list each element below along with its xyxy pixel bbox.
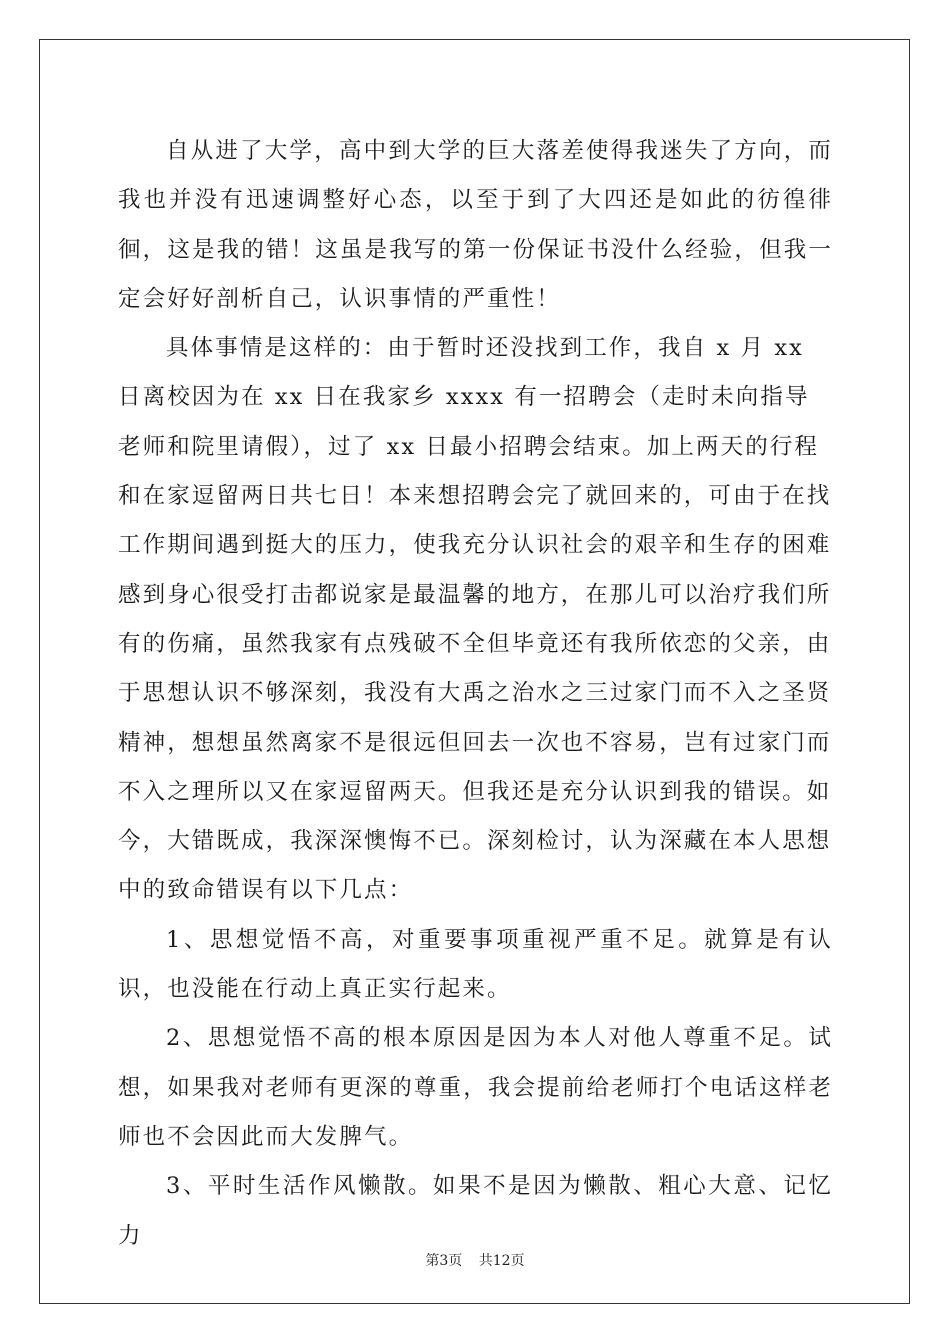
page-footer <box>0 1250 950 1270</box>
paragraph-1: 自从进了大学，高中到大学的巨大落差使得我迷失了方向，而我也并没有迅速调整好心态，以至于到了大四还是如此的彷徨徘徊，这是我的错！这虽是我写的第一份保证书没什么经验，但我一定会好好剖析自己，认识事情的严重性！ <box>118 138 833 312</box>
document-body <box>118 127 833 1261</box>
paragraph-3: 1、思想觉悟不高，对重要事项重视严重不足。就算是有认识，也没能在行动上真正实行起来。 <box>118 926 833 1003</box>
page-number: 第3页 <box>425 1253 463 1269</box>
paragraph-2: 具体事情是这样的：由于暂时还没找到工作，我自 x 月 xx 日离校因为在 xx 日在我家乡 xxxx 有一招聘会（走时未向指导老师和院里请假），过了 xx 日最小招聘会结束。加上两天的行程和在家逗留两日共七日！本来想招聘会完了就回来的，可由于在找工作期间遇到挺大的压力，使我充分认识社会的艰辛和生存的困难感到身心很受打击都说家是最温馨的地方，在那儿可以治疗我们所有的伤痛，虽然我家有点残破不全但毕竟还有我所依恋的父亲，由于思想认识不够深刻，我没有大禹之治水之三过家门而不入之圣贤精神，想想虽然离家不是很远但回去一次也不容易，岂有过家门而不入之理所以又在家逗留两天。但我还是充分认识到我的错误。如今，大错既成，我深深懊悔不已。深刻检讨，认为深藏在本人思想中的致命错误有以下几点： <box>118 335 832 904</box>
page-total: 共12页 <box>478 1253 525 1269</box>
paragraph-4: 2、思想觉悟不高的根本原因是因为本人对他人尊重不足。试想，如果我对老师有更深的尊重，我会提前给老师打个电话这样老师也不会因此而大发脾气。 <box>118 1025 833 1150</box>
paragraph-5: 3、平时生活作风懒散。如果不是因为懒散、粗心大意、记忆力 <box>118 1173 833 1249</box>
